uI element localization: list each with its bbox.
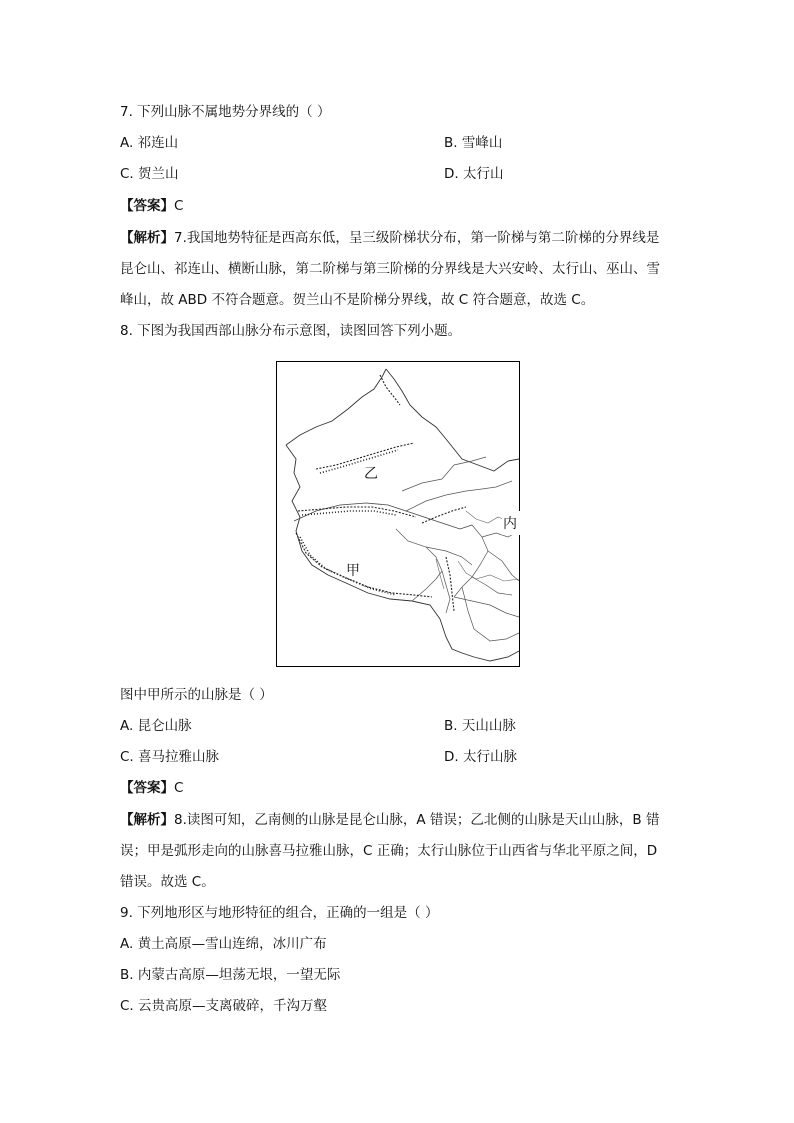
map-label-yi: 乙 (364, 466, 378, 482)
q8-option-a: A. 昆仑山脉 (120, 718, 192, 734)
q9-stem: 9. 下列地形区与地形特征的组合，正确的一组是（ ） (120, 905, 439, 921)
q9-option-b: B. 内蒙古高原—坦荡无垠，一望无际 (120, 967, 341, 983)
q8-analysis-line-1 (120, 810, 659, 830)
analysis-label: 【解析】 (120, 230, 174, 246)
analysis-label: 【解析】 (120, 812, 174, 828)
q8-analysis-line-2: 误；甲是弧形走向的山脉喜马拉雅山脉，C 正确；太行山脉位于山西省与华北平原之间，D (120, 843, 658, 859)
q7-analysis-line-3: 峰山，故 ABD 不符合题意。贺兰山不是阶梯分界线，故 C 符合题意，故选 C。 (120, 292, 595, 308)
q7-option-a: A. 祁连山 (120, 135, 179, 151)
q8-option-d: D. 太行山脉 (444, 749, 517, 765)
q7-option-d: D. 太行山 (444, 166, 504, 182)
answer-value: C (174, 198, 184, 214)
q7-analysis-line-2: 昆仑山、祁连山、横断山脉，第二阶梯与第三阶梯的分界线是大兴安岭、太行山、巫山、雪 (120, 261, 660, 277)
answer-label: 【答案】 (120, 198, 174, 214)
q8-option-c: C. 喜马拉雅山脉 (120, 749, 220, 765)
q7-option-c: C. 贺兰山 (120, 166, 179, 182)
analysis-text: 8.读图可知，乙南侧的山脉是昆仑山脉，A 错误；乙北侧的山脉是天山山脉，B 错 (174, 812, 660, 828)
map-label-nei: 内 (503, 516, 517, 532)
q7-answer (120, 196, 183, 216)
q7-analysis-line-1 (120, 228, 659, 248)
map-frame (277, 362, 520, 667)
map-label-jia: 甲 (346, 563, 360, 579)
q8-intro: 8. 下图为我国西部山脉分布示意图，读图回答下列小题。 (120, 323, 462, 339)
q8-stem: 图中甲所示的山脉是（ ） (120, 687, 273, 703)
answer-label: 【答案】 (120, 780, 174, 796)
q8-answer (120, 778, 183, 798)
q9-option-c: C. 云贵高原—支离破碎，千沟万壑 (120, 998, 328, 1014)
q8-analysis-line-3: 错误。故选 C。 (120, 874, 215, 890)
q7-option-b: B. 雪峰山 (444, 135, 503, 151)
answer-value: C (174, 780, 184, 796)
q9-option-a: A. 黄土高原—雪山连绵，冰川广布 (120, 936, 327, 952)
q8-option-b: B. 天山山脉 (444, 718, 516, 734)
analysis-text: 7.我国地势特征是西高东低，呈三级阶梯状分布，第一阶梯与第二阶梯的分界线是 (174, 230, 660, 246)
q7-stem: 7. 下列山脉不属地势分界线的（ ） (120, 104, 331, 120)
western-mountains-map (276, 361, 520, 667)
